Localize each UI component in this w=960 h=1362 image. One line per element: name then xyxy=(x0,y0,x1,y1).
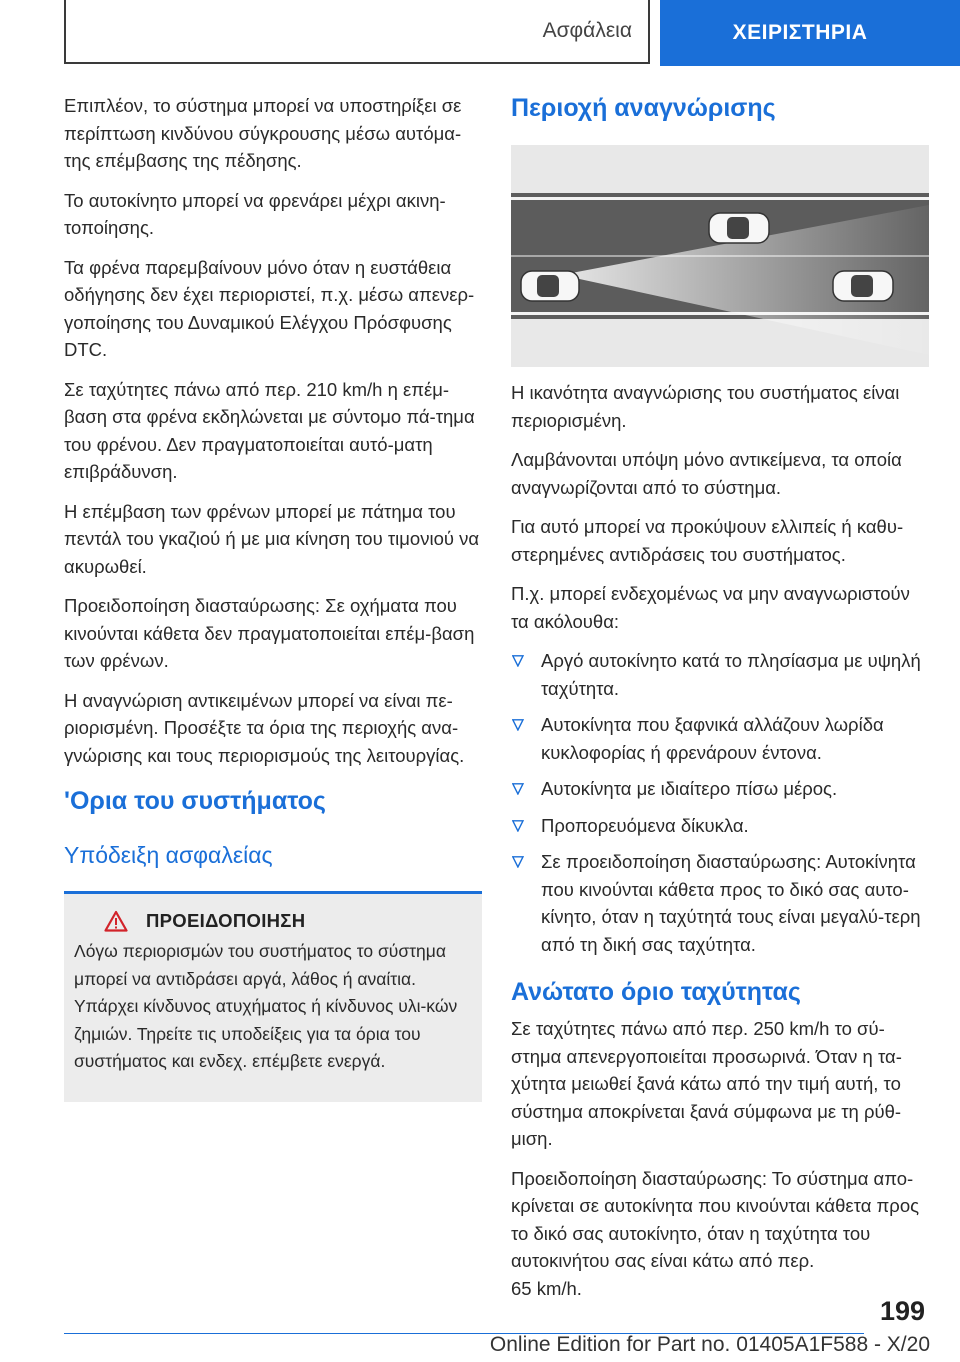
road-edge-top xyxy=(511,197,929,200)
list-item-text: Αυτοκίνητα που ξαφνικά αλλάζουν λωρίδα κυκλοφορίας ή φρενάρουν έντονα. xyxy=(541,714,884,763)
list-item xyxy=(511,647,931,702)
paragraph: Προειδοποίηση διασταύρωσης: Σε οχήματα που κινούνται κάθετα δεν πραγματοποιείται επέμ-βαση των φρένων. xyxy=(64,595,475,671)
warning-header xyxy=(74,910,472,932)
heading-speed-limit: Ανώτατο όριο ταχύτητας xyxy=(511,978,801,1006)
triangle-bullet-icon xyxy=(512,856,524,868)
paragraph: Τα φρένα παρεμβαίνουν μόνο όταν η ευστάθεια οδήγησης δεν έχει περιοριστεί, π.χ. μέσω απενερ-γοποίησης του Δυναμικού Ελέγχου Πρόσφυσης DTC. xyxy=(64,256,475,360)
list-item xyxy=(511,848,931,958)
paragraph: Σε ταχύτητες πάνω από περ. 250 km/h το σύ-στημα απενεργοποιείται προσωρινά. Όταν η τα-χύτητα μειωθεί ξανά κάτω από την τιμή αυτή, το σύστημα αποκρίνεται ξανά σύμφωνα με τη ρύθ-μιση. xyxy=(511,1018,902,1149)
header-chapter-label: ΧΕΙΡΙΣΤΗΡΙΑ xyxy=(732,21,868,44)
header-section-label: Ασφάλεια xyxy=(542,19,632,42)
list-item xyxy=(511,775,931,803)
detection-range-figure xyxy=(511,145,929,367)
list-item-text: Αργό αυτοκίνητο κατά το πλησίασμα με υψηλή ταχύτητα. xyxy=(541,650,921,699)
road-illustration xyxy=(511,145,929,367)
paragraph: Το αυτοκίνητο μπορεί να φρενάρει μέχρι ακινη-τοποίησης. xyxy=(64,189,446,238)
paragraph: Η ικανότητα αναγνώρισης του συστήματος είναι περιορισμένη. xyxy=(511,382,900,431)
paragraph xyxy=(511,1165,931,1303)
paragraph: Π.χ. μπορεί ενδεχομένως να μην αναγνωριστούν τα ακόλουθα: xyxy=(511,583,910,632)
paragraph: Σε ταχύτητες πάνω από περ. 210 km/h η επέμ-βαση στα φρένα εκδηλώνεται με σύντομο πά-τημα του φρένου. Δεν πραγματοποιείται αυτό-ματη επιβράδυνση. xyxy=(64,378,475,482)
car-ahead-same-lane xyxy=(833,271,893,301)
paragraph: Λαμβάνονται υπόψη μόνο αντικείμενα, τα οποία αναγνωρίζονται από το σύστημα. xyxy=(511,449,902,498)
triangle-bullet-icon xyxy=(512,655,524,667)
footer-edition-text: Online Edition for Part no. 01405A1F588 - X/20 xyxy=(489,1333,930,1356)
page-number: 199 xyxy=(879,1296,925,1326)
paragraph: Η επέμβαση των φρένων μπορεί με πάτημα του πεντάλ του γκαζιού ή με μια κίνηση του τιμονιού να ακυρωθεί. xyxy=(64,500,480,577)
heading-detection-range: Περιοχή αναγνώρισης xyxy=(511,94,776,122)
left-column xyxy=(64,92,482,1102)
paragraph: Επιπλέον, το σύστημα μπορεί να υποστηρίξει σε περίπτωση κινδύνου σύγκρουσης μέσω αυτόμα-της επέμβασης της πέδησης. xyxy=(64,95,462,171)
right-column xyxy=(511,92,931,1314)
list-item-text: Σε προειδοποίηση διασταύρωσης: Αυτοκίνητα που κινούνται κάθετα προς το δικό σας αυτο-κίνητο, όταν η ταχύτητά τους είναι μεγαλύ-τερη από τη δική σας ταχύτητα. xyxy=(541,851,921,955)
car-ahead-left-lane xyxy=(709,213,769,243)
car-ego xyxy=(521,271,579,301)
heading-system-limits: 'Ορια του συστήματος xyxy=(64,787,326,815)
header-section-tab xyxy=(64,0,650,64)
paragraph-text: Προειδοποίηση διασταύρωσης: Το σύστημα απο-κρίνεται σε αυτοκίνητα που κινούνται κάθετα προς το δικό σας αυτοκίνητο, όταν η ταχύτητα του αυτοκινήτου σας είναι κάτω από περ. xyxy=(511,1167,920,1271)
list-item-text: Προπορευόμενα δίκυκλα. xyxy=(541,814,749,836)
warning-triangle-icon xyxy=(104,910,128,932)
paragraph: Για αυτό μπορεί να προκύψουν ελλιπείς ή καθυ-στερημένες αντιδράσεις του συστήματος. xyxy=(511,516,904,565)
list-item xyxy=(511,711,931,766)
triangle-bullet-icon xyxy=(512,820,524,832)
list-item xyxy=(511,812,931,840)
triangle-bullet-icon xyxy=(512,783,524,795)
warning-box xyxy=(64,891,482,1102)
list-item-text: Αυτοκίνητα με ιδιαίτερο πίσω μέρος. xyxy=(541,778,838,799)
heading-safety-notice: Υπόδειξη ασφαλείας xyxy=(64,842,273,868)
header-chapter-tab xyxy=(660,0,960,66)
paragraph-text-end: 65 km/h. xyxy=(511,1277,582,1299)
warning-title: ΠΡΟΕΙΔΟΠΟΙΗΣΗ xyxy=(146,910,306,931)
triangle-bullet-icon xyxy=(512,719,524,731)
warning-text: Λόγω περιορισμών του συστήματος το σύστημα μπορεί να αντιδράσει αργά, λάθος ή αναίτια. Υπάρχει κίνδυνος ατυχήματος ή κίνδυνος υλι-κών ζημιών. Τηρείτε τις υποδείξεις για τα όρια του συστήματος και ενδεχ. επέμβετε ενεργά. xyxy=(74,941,458,1071)
bullet-list xyxy=(511,647,931,958)
paragraph: Η αναγνώριση αντικειμένων μπορεί να είναι πε-ριορισμένη. Προσέξτε τα όρια της περιοχής ανα-γνώρισης και τους περιορισμούς της λειτουργίας. xyxy=(64,689,465,766)
